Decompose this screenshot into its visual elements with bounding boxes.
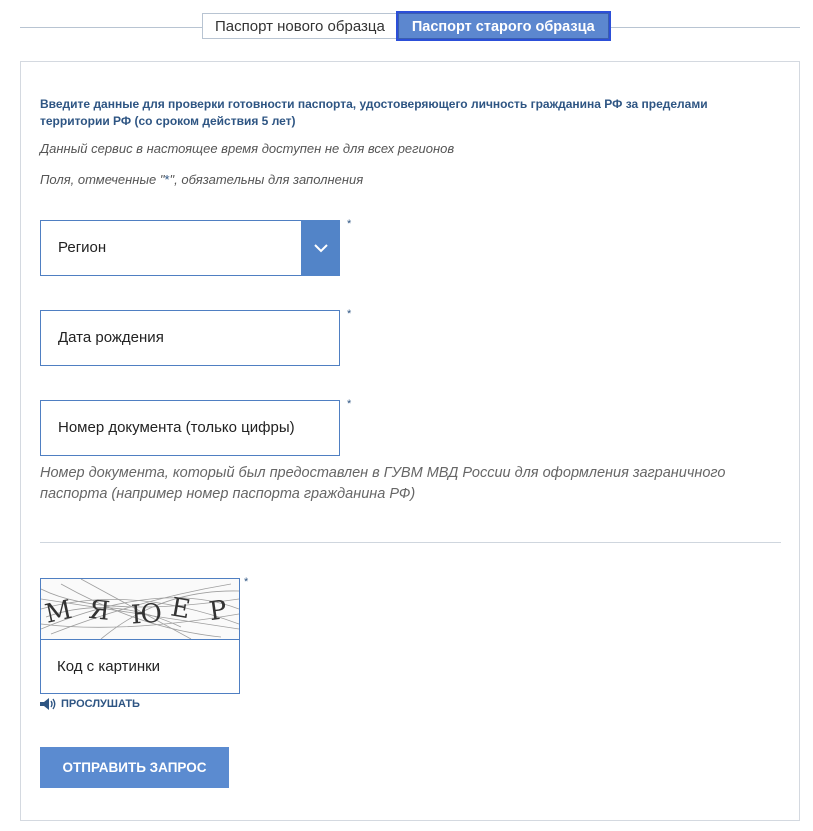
captcha-image (41, 579, 239, 640)
tab-old-passport[interactable]: Паспорт старого образца (398, 13, 609, 39)
birthdate-placeholder: Дата рождения (58, 329, 164, 346)
required-mark: * (347, 398, 352, 410)
document-number-field[interactable] (40, 400, 340, 456)
region-select[interactable] (40, 220, 340, 276)
captcha-placeholder: Код с картинки (57, 658, 161, 675)
captcha-char: Р (207, 595, 229, 628)
submit-request-button[interactable]: ОТПРАВИТЬ ЗАПРОС (40, 747, 229, 788)
captcha-char: Ю (130, 598, 164, 631)
tab-new-passport[interactable]: Паспорт нового образца (202, 13, 398, 39)
tab-bar (202, 13, 609, 39)
document-number-placeholder: Номер документа (только цифры) (58, 419, 295, 436)
section-divider (40, 542, 781, 543)
required-mark: * (244, 576, 249, 588)
captcha-char: М (42, 594, 75, 630)
speaker-icon (40, 698, 58, 710)
captcha-char: Я (87, 594, 112, 627)
required-fields-note: Поля, отмеченные "*", обязательны для заполнения (40, 172, 364, 187)
availability-note: Данный сервис в настоящее время доступен не для всех регионов (40, 141, 455, 156)
captcha-input[interactable] (41, 640, 239, 693)
required-mark: * (347, 308, 352, 320)
birthdate-field[interactable] (40, 310, 340, 366)
listen-label: ПРОСЛУШАТЬ (61, 698, 140, 710)
region-select-label: Регион (58, 239, 107, 256)
chevron-down-icon[interactable] (301, 220, 340, 276)
captcha-char: Е (168, 592, 193, 626)
document-number-hint: Номер документа, который был предоставлен в ГУВМ МВД России для оформления заграничного паспорта (например номер паспорта гражданина РФ) (40, 465, 726, 502)
form-panel (20, 61, 800, 821)
required-mark: * (347, 218, 352, 230)
form-intro: Введите данные для проверки готовности паспорта, удостоверяющего личность гражданина РФ за пределами территории РФ (со сроком действия 5 лет) (40, 97, 708, 128)
listen-captcha-link[interactable] (40, 698, 140, 710)
captcha-box (40, 578, 240, 694)
